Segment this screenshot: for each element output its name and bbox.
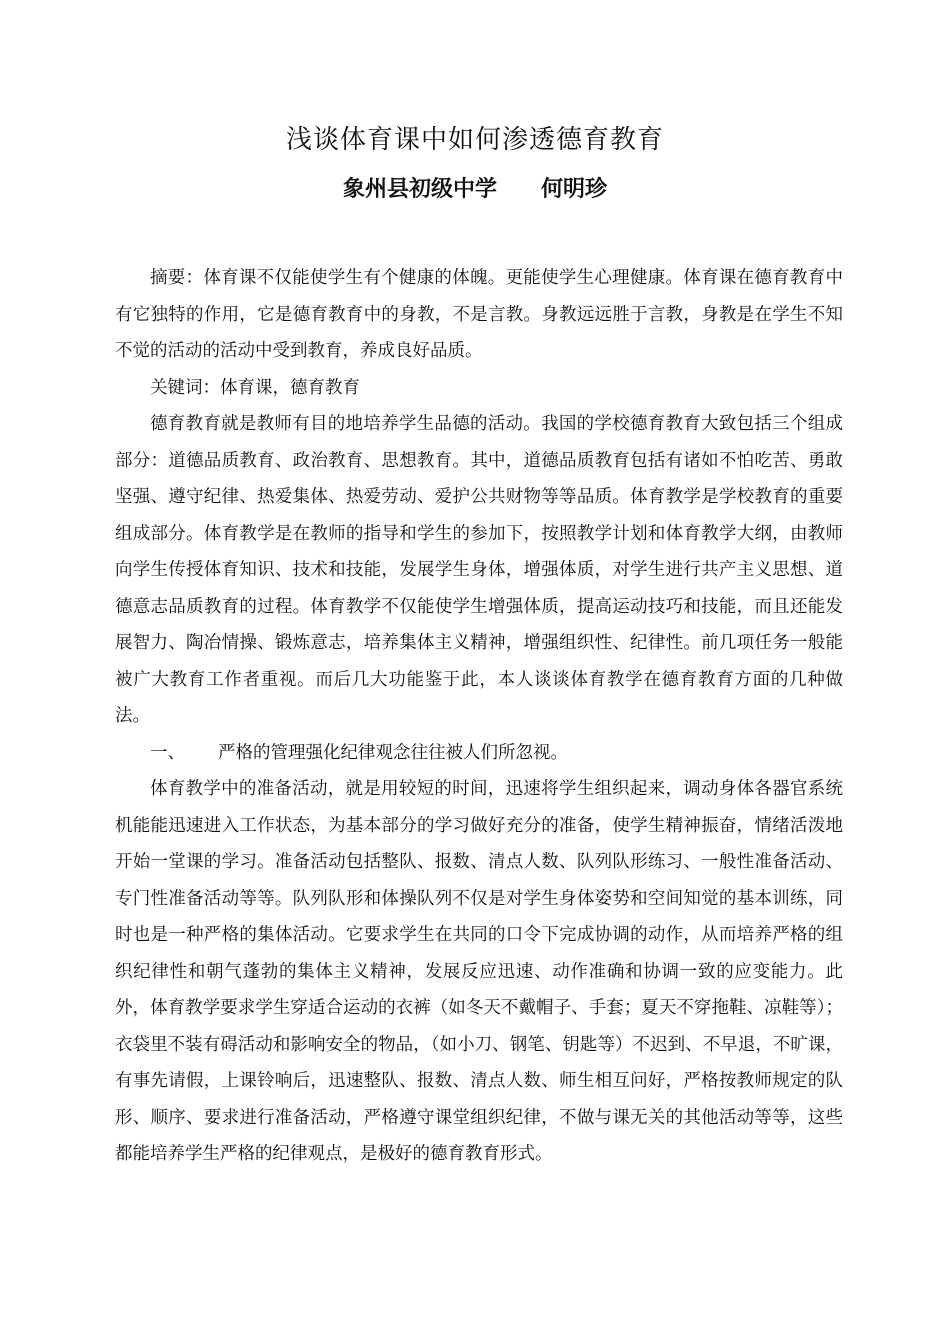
section-1-paragraph: 体育教学中的准备活动，就是用较短的时间，迅速将学生组织起来，调动身体各器官系统机能能迅速进入工作状态，为基本部分的学习做好充分的准备，使学生精神振奋，情绪活泼地开始一堂课的学习。准备活动包括整队、报数、清点人数、队列队形练习、一般性准备活动、专门性准备活动等等。队列队形和体操队列不仅是对学生身体姿势和空间知觉的基本训练，同时也是一种严格的集体活动。它要求学生在共同的口令下完成协调的动作，从而培养严格的组织纪律性和朝气蓬勃的集体主义精神，发展反应迅速、动作准确和协调一致的应变能力。此外，体育教学要求学生穿适合运动的衣裤（如冬天不戴帽子、手套；夏天不穿拖鞋、凉鞋等）；衣袋里不装有碍活动和影响安全的物品，（如小刀、钢笔、钥匙等）不迟到、不早退，不旷课，有事先请假，上课铃响后，迅速整队、报数、清点人数、师生相互问好，严格按教师规定的队形、顺序、要求进行准备活动，严格遵守课堂组织纪律，不做与课无关的其他活动等等，这些都能培养学生严格的纪律观点，是极好的德育教育形式。 (115, 779, 843, 1164)
abstract-paragraph: 摘要：体育课不仅能使学生有个健康的体魄。更能使学生心理健康。体育课在德育教育中有它独特的作用，它是德育教育中的身教，不是言教。身教远远胜于言教，身教是在学生不知不觉的活动的活动中受到教育，养成良好品质。 (115, 268, 843, 361)
author-name: 何明珍 (541, 177, 608, 202)
section-title: 严格的管理强化纪律观念往往被人们所忽视。 (218, 742, 568, 763)
author-line (0, 172, 950, 208)
document-body (115, 260, 843, 1173)
section-heading-1 (115, 735, 843, 772)
document-title: 浅谈体育课中如何渗透德育教育 (285, 125, 664, 155)
section-number: 一、 (150, 742, 185, 763)
school-name: 象州县初级中学 (342, 177, 497, 202)
intro-paragraph: 德育教育就是教师有目的地培养学生品德的活动。我国的学校德育教育大致包括三个组成部分：道德品质教育、政治教育、思想教育。其中，道德品质教育包括有诸如不怕吃苦、勇敢坚强、遵守纪律、热爱集体、热爱劳动、爱护公共财物等等品质。体育教学是学校教育的重要组成部分。体育教学是在教师的指导和学生的参加下，按照教学计划和体育教学大纲，由教师向学生传授体育知识、技术和技能，发展学生身体，增强体质，对学生进行共产主义思想、道德意志品质教育的过程。体育教学不仅能使学生增强体质，提高运动技巧和技能，而且还能发展智力、陶冶情操、锻炼意志，培养集体主义精神，增强组织性、纪律性。前几项任务一般能被广大教育工作者重视。而后几大功能鉴于此，本人谈谈体育教学在德育教育方面的几种做法。 (115, 414, 843, 726)
keywords-paragraph: 关键词：体育课，德育教育 (150, 377, 360, 398)
